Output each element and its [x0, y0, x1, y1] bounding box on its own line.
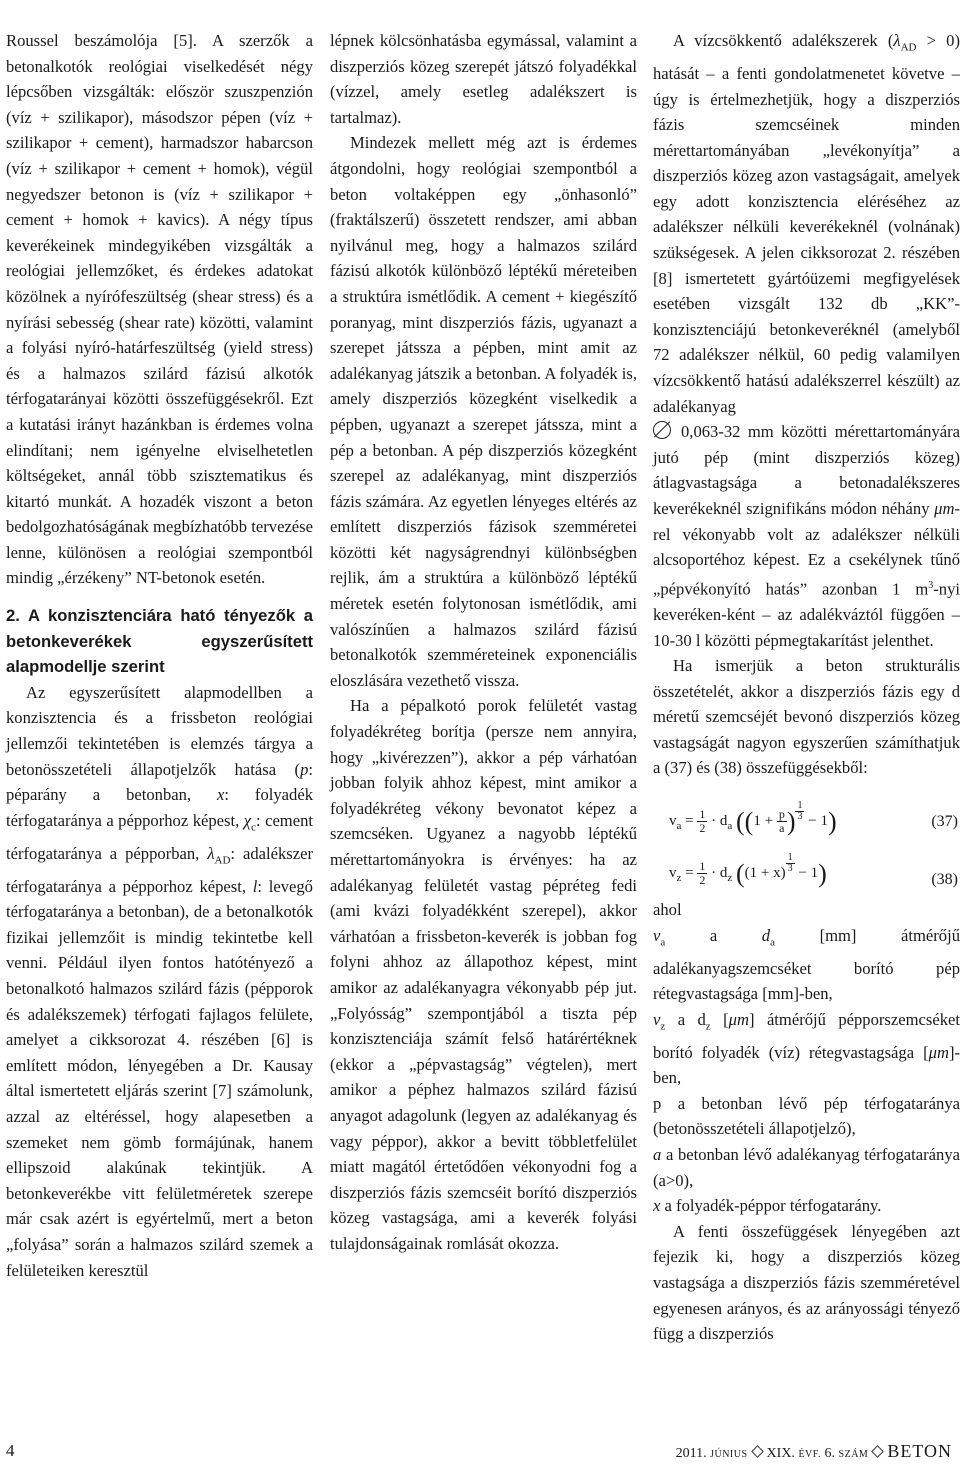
definition-item: x a folyadék-péppor térfogatarány. — [653, 1196, 882, 1216]
definition-lead: ahol — [653, 900, 682, 920]
page-number: 4 — [6, 1441, 15, 1460]
paragraph: lépnek kölcsönhatásba egymással, valamint a diszperziós közeg szerepét játszó folyadékkal (vízzel, amely esetleg adalékszert is tartalmaz). — [330, 31, 637, 127]
equation-number: (38) — [931, 871, 958, 889]
section-number: 2. — [6, 606, 20, 626]
section-heading — [6, 603, 313, 680]
diamond-icon — [751, 1445, 764, 1458]
definition-item: $v_z$ a $d_z$ [μm] átmérőjű pépporszemcséket borító folyadék (víz) rétegvastagsága [μm]-ben, — [653, 1009, 960, 1088]
column-2 — [330, 28, 637, 1257]
paragraph: Ha ismerjük a beton strukturális összetételét, akkor a diszperziós fázis egy d méretű szemcséjét bevonó diszperziós közeg vastagságát nagyon egyszerűen számíthatjuk a (37) és (38) összefüggésekből: — [653, 656, 960, 778]
diamond-icon — [871, 1445, 884, 1458]
paragraph: A fenti összefüggések lényegében azt fejezik ki, hogy a diszperziós közeg vastagsága a diszperziós fázis szemméretével egyenesen arányos, és az arányossági tényező függ a diszperziós — [653, 1221, 960, 1344]
journal-footer: 2011. JÚNIUS XIX. ÉVF. 6. SZÁM BETON — [675, 1441, 952, 1461]
equation-38: $v_z$ = $\frac{1}{2}$ · $d_z$ ((1 + x) $\frac{1}{3}$ − 1) (38) — [653, 845, 960, 897]
column-3 — [653, 28, 960, 1347]
paragraph: Mindezek mellett még azt is érdemes átgondolni, hogy reológiai szempontból a beton voltaképpen egy „önhasonló” (fraktálszerű) összetett rendszer, ami abban nyilvánul meg, hogy a halmazos szilárd fázisú alkotók különböző léptékű méreteiben a struktúra ismétlődik. A cement + kiegészítő poranyag, mint diszperziós fázis, ugyanazt a szerepet játssza a pépben, mint amit az adalékanyag játszik a betonban. A folyadék is, amely diszperziós közegként viselkedik a pépben, ugyanazt a szerepet játssza, mint a pép a betonban. A pép diszperziós közegként szerepel az adalékanyag, mint diszperziós fázis számára. Az egyetlen lényeges eltérés az említett diszperziós fázisok szemméretei közötti két nagyságrendnyi különbségben rejlik, ám a struktúra a különböző léptékű méretek esetén folytonosan ismétlődik, ami valószínűen a halmazos szilárd fázisú betonalkotók szemméreteinek exponenciális eloszlására vezethető vissza. — [330, 133, 637, 690]
definition-item: p a betonban lévő pép térfogataránya (betonösszetételi állapotjelző), — [653, 1093, 960, 1139]
section-title: A konzisztenciára ható tényezők a betonkeverékek egyszerűsített alapmodellje szerint — [6, 606, 314, 677]
paragraph: A vízcsökkentő adalékszerek $(\lambda_{AD} > 0)$ hatását – a fenti gondolatmenetet követve – úgy is értelmezhetjük, hogy a diszperziós fázis szemcséinek minden mérettartományában „levékonyítja” a diszperziós közeg azon vastagságait, amelyek egy adott konzisztencia eléréséhez az adalékszer nélküli keverékeknél (volnának) szükségesek. A jelen cikksorozat 2. részében [8] ismertetett gyártóüzemi megfigyelések esetében vizsgált 132 db „KK”-konzisztenciájú betonkeveréknél (amelyből 72 adalékszer nélkül, 60 pedig valamilyen vízcsökkentő hatású adalékszerrel készült) az adalékanyag 0,063-32 mm közötti mérettartományára jutó pép (mint diszperziós közeg) átlagvastagsága a betonadalékszeres keverékeknél szignifikáns módon néhány μm-rel vékonyabb volt az adalékszer nélküli alcsoportéhoz képest. Ez a csekélynek tűnő „pépvékonyító hatás” azonban 1 $m^3$-nyi keveréken-ként – az adalékváztól függően – 10-30 l közötti pépmegtakarítást jelenthet. — [653, 31, 960, 650]
column-1 — [6, 28, 313, 1283]
paragraph: Ha a pépalkotó porok felületét vastag folyadékréteg borítja (persze nem annyira, hogy „kivérezzen”), akkor a pép várhatóan jobban folyik ahhoz képest, mint amikor a folyadékréteg vékony bevonatot képez a szemcséken. Ugyanez a nagyobb léptékű mérettartományokra is érvényes: ha az adalékanyag felületét vastag pépréteg fedi (ami kvázi folyadékként szerepel), akkor várhatóan a frissbeton-keverék is jobban fog folyni ahhoz az állapothoz képest, mint amikor az adalékanyagra vékonyabb pép jut. „Folyósság” szempontjából a tiszta pép konzisztenciája számít felső határértéknek (ekkor a „pépvastagság” végtelen), mert amikor a péphez halmazos szilárd fázisú anyagot adagolunk (legyen az adalékanyag és vagy péppor), akkor a bevitt többletfelület miatt magától értetődően vékonyodni fog a diszperziós fázis szemcséit borító diszperziós közeg vastagsága, ami a keverék folyási tulajdonságainak romlását okozza. — [330, 696, 637, 1253]
equation-number: (37) — [931, 813, 958, 831]
paragraph: Az egyszerűsített alapmodellben a konzisztencia és a frissbeton reológiai jellemzői tekintetében is elemzés tárgya a betonösszetételi állapotjelzők hatása (p: péparány a betonban, x: folyadék térfogataránya a pépporhoz képest, $\chi_c$: cement térfogataránya a pépporban, $\lambda_{AD}$: adalékszer térfogataránya a pépporhoz képest, l: levegő térfogataránya a betonban), de a betonalkotók fizikai jellemzőit is mindig tekintetbe kell venni. Például ilyen fontos hatótényező a betonalkotó halmazos szilárd fázis (pépporok és adalékszemek) térfogati fajlagos felülete, amelyet a cikksorozat 4. részében [6] is említett módon, lényegében a Dr. Kausay által ismertetett eljárás szerint [7] számolunk, azzal az eltéréssel, hogy alapesetben a szemeket nem gömb formájúnak, hanem ellipszoid alakúnak tekintjük. A betonkeverékbe vitt felületméretek szerepe már csak azért is egyértelmű, mert a beton „folyása” során a halmazos szilárd szemek a felületeiken keresztül — [6, 682, 313, 1280]
paragraph: Roussel beszámolója [5]. A szerzők a betonalkotók reológiai viselkedését négy lépcsőben vizsgálták: először szuszpenzión (víz + szilikapor), másodszor pépen (víz + szilikapor + cement), harmadszor habarcson (víz + szilikapor + cement + homok), végül negyedszer betonon is (víz + szilikapor + cement + homok + kavics). A négy típus keverékeinek mindegyikében vizsgálták a reológiai jellemzőket, és érdekes adatokat közölnek a nyírófeszültség (shear stress) és a nyírási sebesség (shear rate) közötti, valamint a folyási nyíró-határfeszültség (yield stress) és a halmazos szilárd fázisú alkotók térfogatarányai közötti összefüggésekről. Ezt a kutatási irányt hazánkban is érdemes volna elindítani; nem igényelne elviselhetetlen költségeket, annál több szisztematikus és kitartó munkát. A hozadék viszont a beton bedolgozhatóságának megbízhatóbb tervezése lenne, különösen a reológiai szempontból mindig „érzékeny” NT-betonok esetén. — [6, 31, 313, 588]
definition-item: a a betonban lévő adalékanyag térfogataránya (a>0), — [653, 1145, 960, 1190]
diameter-icon — [653, 421, 671, 439]
journal-title: BETON — [887, 1441, 952, 1461]
equation-37: $v_a$ = $\frac{1}{2}$ · $d_a$ ((1 + $\frac{p}{a}$ ) $\frac{1}{3}$ − 1) (37) — [669, 800, 958, 836]
definition-item: $v_a$ a $d_a$ [mm] átmérőjű adalékanyagszemcséket borító pép rétegvastagsága [mm]-ben, — [653, 925, 960, 1004]
